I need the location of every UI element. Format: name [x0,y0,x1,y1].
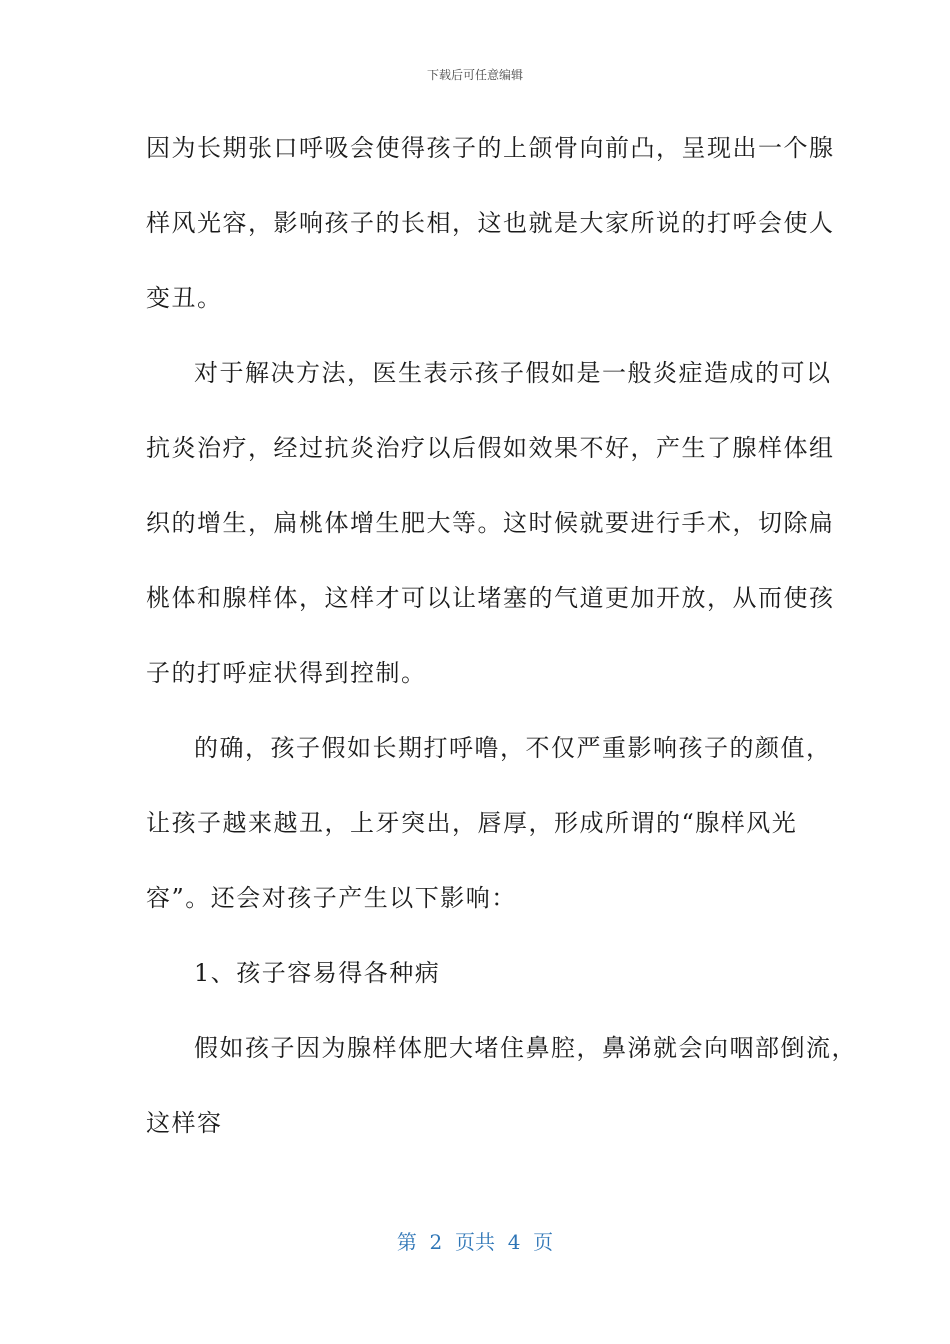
body-line: 子的打呼症状得到控制。 [146,659,427,687]
body-line: 因为长期张口呼吸会使得孩子的上颌骨向前凸，呈现出一个腺 [146,134,835,162]
body-line: 假如孩子因为腺样体肥大堵住鼻腔，鼻涕就会向咽部倒流， [194,1034,857,1062]
body-line: 样风光容，影响孩子的长相，这也就是大家所说的打呼会使人 [146,209,835,237]
body-line: 变丑。 [146,284,223,312]
list-heading: 1、孩子容易得各种病 [194,959,441,987]
body-line: 抗炎治疗，经过抗炎治疗以后假如效果不好，产生了腺样体组 [146,434,835,462]
body-line: 容”。还会对孩子产生以下影响： [146,884,517,912]
body-line: 这样容 [146,1109,223,1137]
body-line: 对于解决方法，医生表示孩子假如是一般炎症造成的可以 [194,359,832,387]
body-line: 让孩子越来越丑，上牙突出，唇厚，形成所谓的“腺样风光 [146,809,798,837]
page-header: 下载后可任意编辑 [426,68,523,82]
body-line: 的确，孩子假如长期打呼噜，不仅严重影响孩子的颜值， [194,734,832,762]
body-line: 织的增生，扁桃体增生肥大等。这时候就要进行手术，切除扁 [146,509,835,537]
body-line: 桃体和腺样体，这样才可以让堵塞的气道更加开放，从而使孩 [146,584,835,612]
page-number-footer: 第 2 页共 4 页 [396,1230,554,1254]
